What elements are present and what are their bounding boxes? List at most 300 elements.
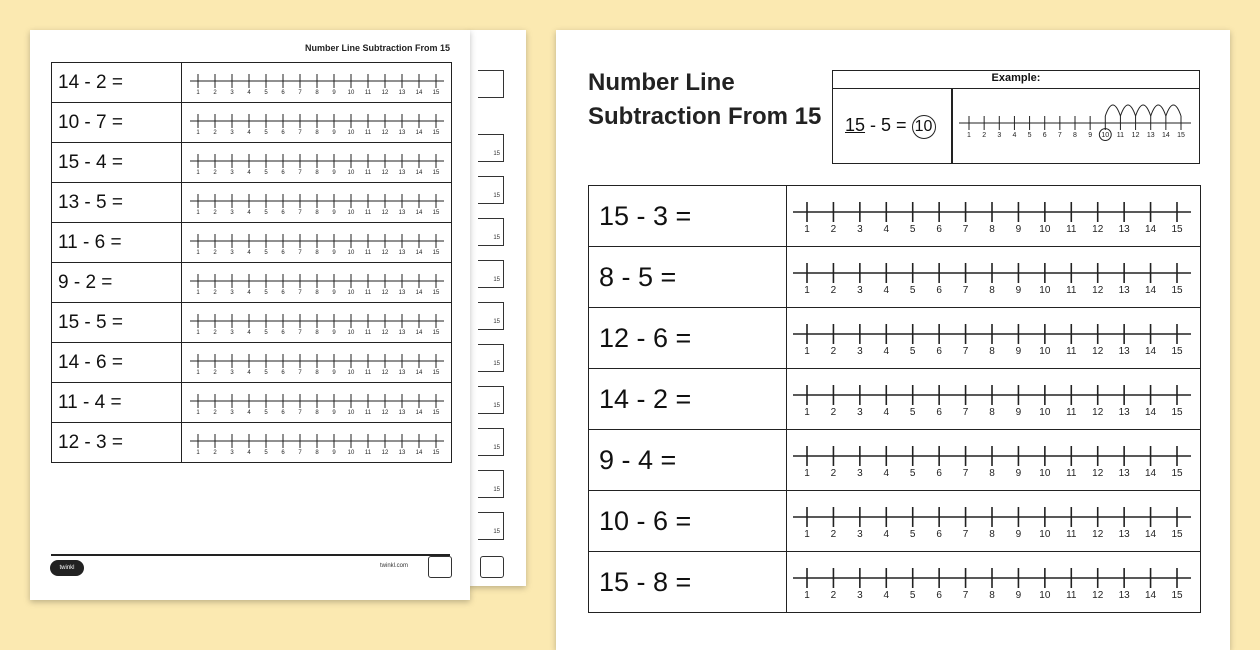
number-line-label: 15 <box>1171 468 1183 479</box>
back-worksheet <box>468 30 526 586</box>
number-line-label: 1 <box>196 209 200 216</box>
number-line-label: 10 <box>347 209 355 216</box>
number-line-label: 9 <box>332 449 336 456</box>
back-row <box>478 470 504 498</box>
number-line-label: 4 <box>247 89 251 96</box>
number-line-label: 10 <box>1039 529 1051 540</box>
number-line-label: 11 <box>364 369 372 376</box>
number-line-label: 7 <box>298 129 302 136</box>
number-line-label: 5 <box>264 329 268 336</box>
number-line-label: 9 <box>1015 407 1022 418</box>
number-line-label: 3 <box>857 407 863 418</box>
problem-row <box>52 423 452 463</box>
number-line-cell <box>182 223 452 263</box>
number-line-label: 10 <box>1039 285 1051 296</box>
number-line-label: 14 <box>1145 590 1157 601</box>
number-line-label: 8 <box>315 369 319 376</box>
number-line-label: 13 <box>398 449 406 456</box>
number-line-label: 11 <box>364 409 372 416</box>
number-line-label: 12 <box>1092 346 1104 357</box>
number-line-label: 8 <box>315 409 319 416</box>
back-number: 15 <box>493 361 500 367</box>
number-line-label: 6 <box>281 409 285 416</box>
number-line-label: 12 <box>1092 224 1104 235</box>
number-line-label: 10 <box>347 449 355 456</box>
number-line-label: 14 <box>415 409 423 416</box>
number-line-label: 13 <box>398 369 406 376</box>
number-line-label: 12 <box>381 89 389 96</box>
number-line-label: 6 <box>1042 132 1047 139</box>
problem-text: 9 - 4 = <box>589 430 787 491</box>
number-line-label: 10 <box>1101 132 1110 139</box>
number-line-label: 14 <box>1145 529 1157 540</box>
number-line-label: 14 <box>1145 407 1157 418</box>
number-line-label: 2 <box>213 409 217 416</box>
number-line-label: 14 <box>1145 224 1157 235</box>
number-line-label: 13 <box>1118 529 1130 540</box>
number-line-label: 11 <box>364 289 372 296</box>
number-line-label: 4 <box>247 129 251 136</box>
number-line-cell <box>787 430 1201 491</box>
problem-text: 14 - 6 = <box>52 343 182 383</box>
number-line-label: 10 <box>1039 468 1051 479</box>
number-line-label: 13 <box>398 89 406 96</box>
badge-icon <box>480 556 504 578</box>
number-line-label: 14 <box>415 129 423 136</box>
number-line-label: 2 <box>830 224 837 235</box>
number-line-cell <box>182 383 452 423</box>
problem-row <box>589 308 1201 369</box>
number-line-label: 5 <box>909 529 916 540</box>
back-row <box>478 134 504 162</box>
number-line-label: 11 <box>1066 468 1077 479</box>
number-line-label: 1 <box>804 285 810 296</box>
twinkl-logo-icon: twinkl <box>50 560 84 576</box>
back-row <box>478 344 504 372</box>
jump-arc <box>1151 105 1166 116</box>
number-line-cell <box>182 303 452 343</box>
number-line-label: 8 <box>315 169 319 176</box>
number-line-label: 15 <box>432 169 440 176</box>
number-line-label: 3 <box>857 224 863 235</box>
problem-text: 15 - 5 = <box>52 303 182 343</box>
problem-row <box>589 552 1201 613</box>
page-title <box>588 66 821 134</box>
worksheet-header: Number Line Subtraction From 15 <box>304 43 450 53</box>
problem-row <box>589 491 1201 552</box>
number-line-label: 14 <box>415 89 423 96</box>
number-line-label: 15 <box>1171 285 1183 296</box>
number-line-cell <box>182 263 452 303</box>
number-line-label: 5 <box>264 89 268 96</box>
number-line-label: 12 <box>1092 285 1104 296</box>
number-line-label: 5 <box>264 129 268 136</box>
number-line-label: 7 <box>1057 132 1062 139</box>
number-line-label: 8 <box>315 329 319 336</box>
number-line-cell <box>787 186 1201 247</box>
title-line-2: Subtraction From 15 <box>588 103 822 130</box>
number-line <box>182 424 448 462</box>
number-line-label: 4 <box>883 224 890 235</box>
number-line-label: 3 <box>230 369 234 376</box>
number-line-label: 10 <box>1039 346 1051 357</box>
number-line-label: 8 <box>315 449 319 456</box>
back-number: 15 <box>493 529 500 535</box>
number-line-label: 15 <box>432 289 440 296</box>
number-line-cell <box>182 63 452 103</box>
problem-row <box>52 103 452 143</box>
number-line-label: 13 <box>398 209 406 216</box>
number-line-cell <box>182 103 452 143</box>
number-line <box>787 492 1197 550</box>
number-line-label: 6 <box>936 224 942 235</box>
number-line-label: 5 <box>264 449 268 456</box>
problem-text: 12 - 3 = <box>52 423 182 463</box>
back-row <box>478 428 504 456</box>
number-line-label: 2 <box>213 289 217 296</box>
number-line-label: 2 <box>982 132 987 139</box>
number-line-label: 6 <box>281 449 285 456</box>
number-line-label: 3 <box>857 590 863 601</box>
number-line-label: 12 <box>1092 529 1104 540</box>
number-line-label: 3 <box>230 289 234 296</box>
number-line-label: 12 <box>381 209 389 216</box>
number-line-label: 14 <box>415 249 423 256</box>
number-line-label: 1 <box>196 129 200 136</box>
number-line-label: 15 <box>1171 346 1183 357</box>
number-line-label: 12 <box>381 329 389 336</box>
badge-icon <box>428 556 452 578</box>
number-line-label: 5 <box>264 409 268 416</box>
problem-row <box>52 223 452 263</box>
number-line-label: 5 <box>264 169 268 176</box>
number-line-label: 1 <box>196 409 200 416</box>
number-line-label: 8 <box>989 529 995 540</box>
back-row <box>478 512 504 540</box>
example-operator: - 5 = <box>865 115 912 135</box>
number-line-label: 2 <box>213 89 217 96</box>
back-row <box>478 218 504 246</box>
number-line-label: 15 <box>1171 529 1183 540</box>
problem-text: 15 - 8 = <box>589 552 787 613</box>
problem-row <box>52 303 452 343</box>
number-line <box>787 431 1197 489</box>
number-line-label: 4 <box>883 529 890 540</box>
number-line-label: 14 <box>1145 346 1157 357</box>
problem-table <box>588 185 1201 613</box>
number-line-label: 1 <box>804 224 810 235</box>
back-number: 15 <box>493 235 500 241</box>
number-line-label: 5 <box>264 249 268 256</box>
number-line-label: 13 <box>398 289 406 296</box>
number-line-label: 7 <box>298 289 302 296</box>
example-divider <box>951 89 953 163</box>
number-line-label: 6 <box>936 285 942 296</box>
back-number: 15 <box>493 403 500 409</box>
number-line-cell <box>787 552 1201 613</box>
example-problem <box>845 115 936 139</box>
number-line-label: 2 <box>213 329 217 336</box>
number-line-label: 11 <box>1116 132 1125 139</box>
number-line-label: 7 <box>298 169 302 176</box>
number-line-label: 5 <box>909 407 916 418</box>
number-line-cell <box>182 343 452 383</box>
number-line-label: 7 <box>298 89 302 96</box>
number-line <box>787 187 1197 245</box>
number-line-label: 9 <box>1015 529 1022 540</box>
number-line-label: 11 <box>1066 407 1077 418</box>
number-line-label: 11 <box>364 249 372 256</box>
number-line-label: 2 <box>830 590 837 601</box>
number-line-label: 5 <box>264 209 268 216</box>
number-line-label: 1 <box>804 468 810 479</box>
number-line-label: 4 <box>883 590 890 601</box>
number-line-label: 7 <box>962 529 969 540</box>
number-line-label: 2 <box>213 209 217 216</box>
number-line-cell <box>182 183 452 223</box>
number-line-label: 15 <box>1171 224 1183 235</box>
number-line <box>182 224 448 262</box>
number-line-label: 11 <box>364 209 372 216</box>
number-line-label: 13 <box>1118 285 1130 296</box>
number-line-label: 2 <box>830 468 837 479</box>
number-line <box>787 248 1197 306</box>
problem-text: 14 - 2 = <box>589 369 787 430</box>
number-line <box>182 264 448 302</box>
back-number: 15 <box>493 151 500 157</box>
number-line-label: 3 <box>857 346 863 357</box>
problem-text: 11 - 6 = <box>52 223 182 263</box>
number-line-label: 1 <box>967 132 971 139</box>
number-line-label: 13 <box>398 129 406 136</box>
number-line-label: 12 <box>381 289 389 296</box>
number-line-label: 4 <box>247 409 251 416</box>
number-line <box>787 309 1197 367</box>
number-line-label: 2 <box>213 369 217 376</box>
number-line-label: 6 <box>281 209 285 216</box>
number-line-label: 3 <box>230 409 234 416</box>
number-line-label: 10 <box>1039 407 1051 418</box>
number-line-label: 7 <box>962 285 969 296</box>
number-line-label: 1 <box>196 89 200 96</box>
number-line-label: 3 <box>230 89 234 96</box>
example-minuend: 15 <box>845 115 866 135</box>
number-line-label: 5 <box>909 468 916 479</box>
number-line-label: 1 <box>196 369 200 376</box>
number-line-label: 8 <box>1073 132 1077 139</box>
number-line-label: 8 <box>315 89 319 96</box>
number-line-label: 13 <box>398 409 406 416</box>
number-line <box>182 144 448 182</box>
problem-text: 9 - 2 = <box>52 263 182 303</box>
number-line <box>182 184 448 222</box>
number-line-label: 7 <box>962 590 969 601</box>
number-line-cell <box>787 247 1201 308</box>
number-line-label: 1 <box>196 289 200 296</box>
number-line-cell <box>787 369 1201 430</box>
problem-text: 10 - 6 = <box>589 491 787 552</box>
number-line-label: 12 <box>381 369 389 376</box>
back-row <box>478 260 504 288</box>
number-line-label: 9 <box>332 329 336 336</box>
number-line-label: 2 <box>830 346 837 357</box>
number-line-label: 4 <box>883 285 890 296</box>
number-line-label: 11 <box>364 329 372 336</box>
number-line-label: 10 <box>347 409 355 416</box>
number-line-label: 13 <box>1118 468 1130 479</box>
number-line-label: 5 <box>264 369 268 376</box>
left-worksheet <box>30 30 470 600</box>
number-line-label: 14 <box>415 289 423 296</box>
back-number: 15 <box>493 319 500 325</box>
number-line-label: 10 <box>347 129 355 136</box>
number-line-label: 11 <box>1066 285 1077 296</box>
number-line-label: 13 <box>1118 224 1130 235</box>
number-line-label: 9 <box>332 409 336 416</box>
number-line-label: 13 <box>398 249 406 256</box>
number-line-label: 4 <box>247 209 251 216</box>
example-label: Example: <box>833 72 1199 89</box>
number-line-label: 4 <box>883 346 890 357</box>
back-number: 15 <box>493 193 500 199</box>
number-line <box>182 344 448 382</box>
problem-row <box>52 343 452 383</box>
number-line-label: 10 <box>347 89 355 96</box>
number-line-label: 5 <box>909 590 916 601</box>
problem-text: 12 - 6 = <box>589 308 787 369</box>
jump-arc <box>1105 105 1120 116</box>
number-line-label: 2 <box>830 407 837 418</box>
number-line-label: 8 <box>989 407 995 418</box>
number-line-label: 6 <box>281 89 285 96</box>
number-line-label: 11 <box>1066 529 1077 540</box>
number-line-label: 3 <box>230 329 234 336</box>
number-line-label: 14 <box>415 369 423 376</box>
example-box <box>832 70 1200 164</box>
number-line-label: 9 <box>1088 132 1093 139</box>
number-line-label: 4 <box>247 289 251 296</box>
number-line-cell <box>787 308 1201 369</box>
problem-row <box>589 247 1201 308</box>
back-number: 15 <box>493 445 500 451</box>
number-line-label: 2 <box>213 129 217 136</box>
number-line-label: 15 <box>432 329 440 336</box>
problem-row <box>52 183 452 223</box>
number-line-label: 7 <box>962 407 969 418</box>
right-worksheet <box>556 30 1230 650</box>
jump-arc <box>1166 105 1181 116</box>
number-line-label: 3 <box>230 169 234 176</box>
number-line-label: 15 <box>432 409 440 416</box>
number-line-label: 5 <box>909 346 916 357</box>
number-line-label: 9 <box>332 369 336 376</box>
problem-text: 15 - 3 = <box>589 186 787 247</box>
number-line-label: 14 <box>1145 468 1157 479</box>
problem-row <box>52 263 452 303</box>
number-line-cell <box>182 143 452 183</box>
number-line-label: 11 <box>1066 224 1077 235</box>
number-line-cell <box>787 491 1201 552</box>
number-line-label: 3 <box>857 285 863 296</box>
number-line-label: 13 <box>1118 590 1130 601</box>
number-line-label: 13 <box>1146 132 1155 139</box>
number-line-label: 10 <box>347 369 355 376</box>
number-line-label: 10 <box>347 249 355 256</box>
number-line-label: 9 <box>332 129 336 136</box>
number-line-label: 8 <box>989 590 995 601</box>
number-line-label: 1 <box>804 529 810 540</box>
number-line-label: 4 <box>247 249 251 256</box>
number-line-label: 15 <box>432 249 440 256</box>
back-row <box>478 176 504 204</box>
number-line-label: 2 <box>213 169 217 176</box>
number-line-label: 8 <box>989 468 995 479</box>
number-line-label: 7 <box>298 209 302 216</box>
number-line-label: 9 <box>1015 224 1022 235</box>
number-line-label: 1 <box>804 590 810 601</box>
number-line-label: 3 <box>857 468 863 479</box>
number-line-label: 12 <box>1131 132 1140 139</box>
problem-text: 8 - 5 = <box>589 247 787 308</box>
number-line-label: 12 <box>381 129 389 136</box>
number-line-label: 14 <box>1145 285 1157 296</box>
back-row <box>478 302 504 330</box>
number-line-label: 13 <box>1118 346 1130 357</box>
problem-row <box>589 369 1201 430</box>
number-line-label: 15 <box>432 449 440 456</box>
number-line-label: 10 <box>1039 224 1051 235</box>
number-line-label: 10 <box>1039 590 1051 601</box>
number-line-label: 12 <box>1092 468 1104 479</box>
problem-text: 11 - 4 = <box>52 383 182 423</box>
number-line-label: 15 <box>432 129 440 136</box>
number-line-label: 12 <box>381 169 389 176</box>
example-number-line <box>955 89 1195 161</box>
number-line-label: 9 <box>1015 346 1022 357</box>
number-line-label: 9 <box>1015 468 1022 479</box>
jump-arc <box>1136 105 1151 116</box>
number-line-label: 1 <box>196 329 200 336</box>
number-line-label: 12 <box>1092 590 1104 601</box>
number-line-label: 15 <box>432 209 440 216</box>
number-line-label: 15 <box>432 89 440 96</box>
number-line-label: 13 <box>1118 407 1130 418</box>
number-line-label: 8 <box>315 289 319 296</box>
number-line-label: 11 <box>1066 590 1077 601</box>
number-line-label: 3 <box>230 209 234 216</box>
number-line-label: 7 <box>298 409 302 416</box>
number-line-label: 6 <box>281 369 285 376</box>
number-line-label: 14 <box>1161 132 1170 139</box>
number-line-label: 15 <box>1177 132 1185 139</box>
number-line-label: 6 <box>281 129 285 136</box>
number-line-label: 11 <box>364 129 372 136</box>
number-line-label: 7 <box>298 329 302 336</box>
back-row <box>478 386 504 414</box>
number-line-label: 9 <box>1015 285 1022 296</box>
number-line-label: 4 <box>247 449 251 456</box>
number-line-label: 13 <box>398 329 406 336</box>
footer-divider <box>51 554 450 556</box>
number-line-label: 3 <box>230 129 234 136</box>
number-line-label: 2 <box>213 449 217 456</box>
number-line-label: 8 <box>315 129 319 136</box>
number-line-label: 14 <box>415 169 423 176</box>
number-line-label: 2 <box>213 249 217 256</box>
number-line-label: 12 <box>381 409 389 416</box>
problem-table <box>51 62 452 463</box>
number-line-label: 6 <box>936 346 942 357</box>
